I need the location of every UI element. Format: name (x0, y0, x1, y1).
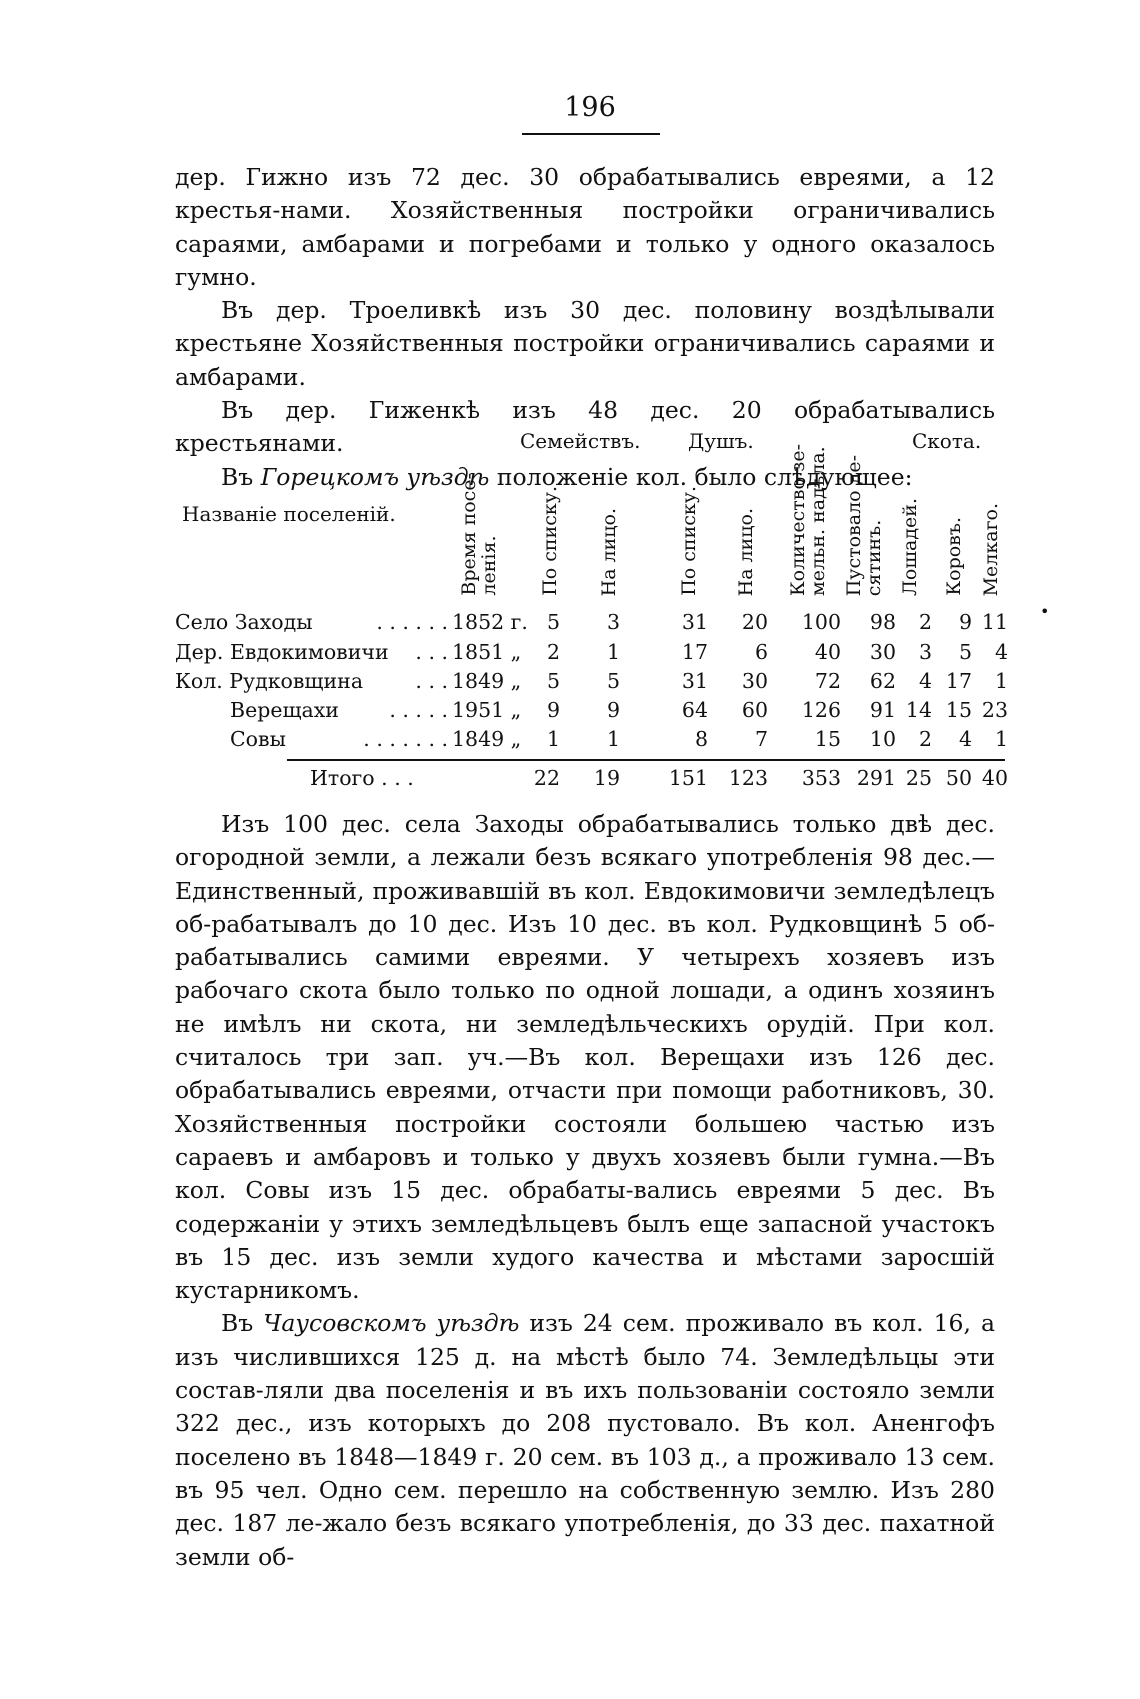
souls-present-column-header: На лицо. (735, 507, 757, 596)
time-header-wrap (459, 445, 503, 596)
cell-cows: 17 (945, 669, 972, 693)
header-rule (522, 133, 660, 135)
cell-horses: 4 (918, 669, 932, 693)
table-total-rule (287, 759, 1005, 761)
settlement-year: 1851 „ (452, 640, 522, 664)
settlement-name: Село Заходы (175, 610, 313, 634)
cell-souls-present: 7 (754, 727, 768, 751)
cell-land: 100 (801, 610, 841, 634)
cell-fam-list: 9 (546, 698, 560, 722)
settlement-year: 1852 г. (452, 610, 528, 634)
page-number: 196 (564, 92, 616, 123)
families-group-header: Семействъ. (520, 429, 641, 453)
cows-column-header: Коровъ. (943, 517, 965, 596)
idle-header-wrap (844, 425, 888, 596)
total-label: Итого . . . (310, 766, 414, 790)
total-small: 40 (981, 766, 1008, 790)
paragraph: дер. Гижно изъ 72 дес. 30 обрабатывались евреями, а 12 крестья-нами. Хозяйственныя постройки ограничивались сараями, амбарами и погребами и только у одного оказалось гумно. (175, 163, 995, 291)
cell-souls-list: 64 (681, 698, 708, 722)
dot-leader: . . . (415, 640, 448, 664)
livestock-group-header: Скота. (912, 429, 982, 453)
uezd-name: Горецкомъ уѣздѣ (260, 462, 490, 491)
intro-text: положеніе кол. было слѣдующее: (489, 462, 913, 491)
cell-fam-list: 1 (546, 727, 560, 751)
cell-cows: 15 (945, 698, 972, 722)
cell-souls-list: 31 (681, 610, 708, 634)
settlement-name: Верещахи (230, 698, 339, 722)
intro-text: Въ (221, 462, 261, 491)
name-column-header: Названіе поселеній. (182, 502, 396, 526)
cell-souls-present: 6 (754, 640, 768, 664)
cell-small: 23 (981, 698, 1008, 722)
cell-land: 72 (814, 669, 841, 693)
cell-souls-present: 30 (741, 669, 768, 693)
dot-leader: . . . . . . . (363, 727, 448, 751)
settlement-name: Совы (230, 727, 286, 751)
settlement-year: 1849 „ (452, 669, 522, 693)
cell-souls-present: 20 (741, 610, 768, 634)
fam-list-column-header: По списку. (539, 486, 561, 596)
cell-cows: 5 (958, 640, 972, 664)
stray-mark: • (1040, 602, 1050, 621)
cell-idle: 30 (869, 640, 896, 664)
cell-small: 11 (981, 610, 1008, 634)
cell-land: 40 (814, 640, 841, 664)
cell-fam-present: 3 (606, 610, 620, 634)
small-column-header: Мелкаго. (980, 502, 1002, 596)
total-souls-present: 123 (728, 766, 768, 790)
idle-column-header: Пустовало де- сятинъ. (843, 454, 885, 596)
cell-fam-list: 5 (546, 669, 560, 693)
fam-list-header-wrap (540, 470, 564, 596)
dot-leader: . . . . . . (376, 610, 448, 634)
dot-leader: . . . . . (389, 698, 448, 722)
cell-fam-present: 1 (606, 640, 620, 664)
lower-text-block (175, 808, 995, 1574)
cell-horses: 2 (918, 610, 932, 634)
cell-horses: 14 (905, 698, 932, 722)
settlement-year: 1951 „ (452, 698, 522, 722)
settlement-name: Кол. Рудковщина (175, 669, 364, 693)
chausy-paragraph (175, 1307, 995, 1573)
cell-fam-present: 5 (606, 669, 620, 693)
cell-small: 1 (994, 669, 1008, 693)
total-fam-list: 22 (533, 766, 560, 790)
total-cows: 50 (945, 766, 972, 790)
cell-small: 4 (994, 640, 1008, 664)
paragraph: Въ дер. Гиженкѣ изъ 48 дес. 20 обрабатывались крестьянами. (175, 396, 995, 458)
cell-horses: 2 (918, 727, 932, 751)
uezd-name: Чаусовскомъ уѣздѣ (263, 1309, 520, 1338)
total-fam-present: 19 (593, 766, 620, 790)
souls-list-header-wrap (679, 470, 703, 596)
settlement-name: Дер. Евдокимовичи (175, 640, 389, 664)
cell-land: 15 (814, 727, 841, 751)
cell-cows: 9 (958, 610, 972, 634)
cell-horses: 3 (918, 640, 932, 664)
land-column-header: Количество зе- мельн. надѣла. (787, 443, 829, 596)
small-header-wrap (981, 470, 1005, 596)
cell-idle: 10 (869, 727, 896, 751)
cell-fam-present: 9 (606, 698, 620, 722)
cell-souls-list: 31 (681, 669, 708, 693)
total-land: 353 (801, 766, 841, 790)
horses-column-header: Лошадей. (899, 498, 921, 596)
cell-fam-present: 1 (606, 727, 620, 751)
settlement-year: 1849 „ (452, 727, 522, 751)
cell-souls-present: 60 (741, 698, 768, 722)
cell-souls-list: 8 (694, 727, 708, 751)
souls-group-header: Душъ. (688, 429, 754, 453)
cell-small: 1 (994, 727, 1008, 751)
paragraph: Изъ 100 дес. села Заходы обрабатывались только двѣ дес. огородной земли, а лежали безъ всякаго употребленія 98 дес.— Единственный, проживавшій въ кол. Евдокимовичи земледѣлецъ об-рабатывалъ до 10 дес. Изъ 10 дес. въ кол. Рудковщинѣ 5 об-рабатывались самими евреями. У четырехъ хозяевъ изъ рабочаго скота было только по одной лошади, а одинъ хозяинъ не имѣлъ ни скота, ни земледѣльческихъ орудій. При кол. считалось три зап. уч.—Въ кол. Верещахи изъ 126 дес. обрабатывались евреями, отчасти при помощи работниковъ, 30. Хозяйственныя постройки состояли большею частью изъ сараевъ и амбаровъ и только у двухъ хозяевъ были гумна.—Въ кол. Совы изъ 15 дес. обрабаты-вались евреями 5 дес. Въ содержаніи у этихъ земледѣльцевъ былъ еще запасной участокъ въ 15 дес. изъ земли худого качества и мѣстами заросшій кустарникомъ. (175, 810, 995, 1305)
souls-list-column-header: По списку. (678, 486, 700, 596)
cows-header-wrap (944, 470, 968, 596)
cell-idle: 98 (869, 610, 896, 634)
time-column-header: Время посе- ленія. (458, 473, 500, 596)
cell-fam-list: 5 (546, 610, 560, 634)
cell-land: 126 (801, 698, 841, 722)
total-horses: 25 (905, 766, 932, 790)
cell-cows: 4 (958, 727, 972, 751)
paragraph-text: Въ (221, 1309, 264, 1338)
horses-header-wrap (900, 470, 924, 596)
dot-leader: . . . (415, 669, 448, 693)
fam-present-column-header: На лицо. (598, 507, 620, 596)
cell-idle: 62 (869, 669, 896, 693)
cell-fam-list: 2 (546, 640, 560, 664)
paragraph: Въ дер. Троеливкѣ изъ 30 дес. половину воздѣлывали крестьяне Хозяйственныя постройки ограничивались сараями и амбарами. (175, 296, 995, 391)
souls-present-header-wrap (736, 470, 760, 596)
total-idle: 291 (856, 766, 896, 790)
total-souls-list: 151 (668, 766, 708, 790)
fam-present-header-wrap (599, 470, 623, 596)
land-header-wrap (788, 425, 832, 596)
cell-idle: 91 (869, 698, 896, 722)
cell-souls-list: 17 (681, 640, 708, 664)
paragraph-text: изъ 24 сем. проживало въ кол. 16, а изъ числившихся 125 д. на мѣстѣ было 74. Земледѣльцы эти состав-ляли два поселенія и въ ихъ пользованіи состояло земли 322 дес., изъ которыхъ до 208 пустовало. Въ кол. Аненгофъ поселено въ 1848—1849 г. 20 сем. въ 103 д., а проживало 13 сем. въ 95 чел. Одно сем. перешло на собственную землю. Изъ 280 дес. 187 ле-жало безъ всякаго употребленія, до 33 дес. пахатной земли об- (175, 1309, 995, 1571)
